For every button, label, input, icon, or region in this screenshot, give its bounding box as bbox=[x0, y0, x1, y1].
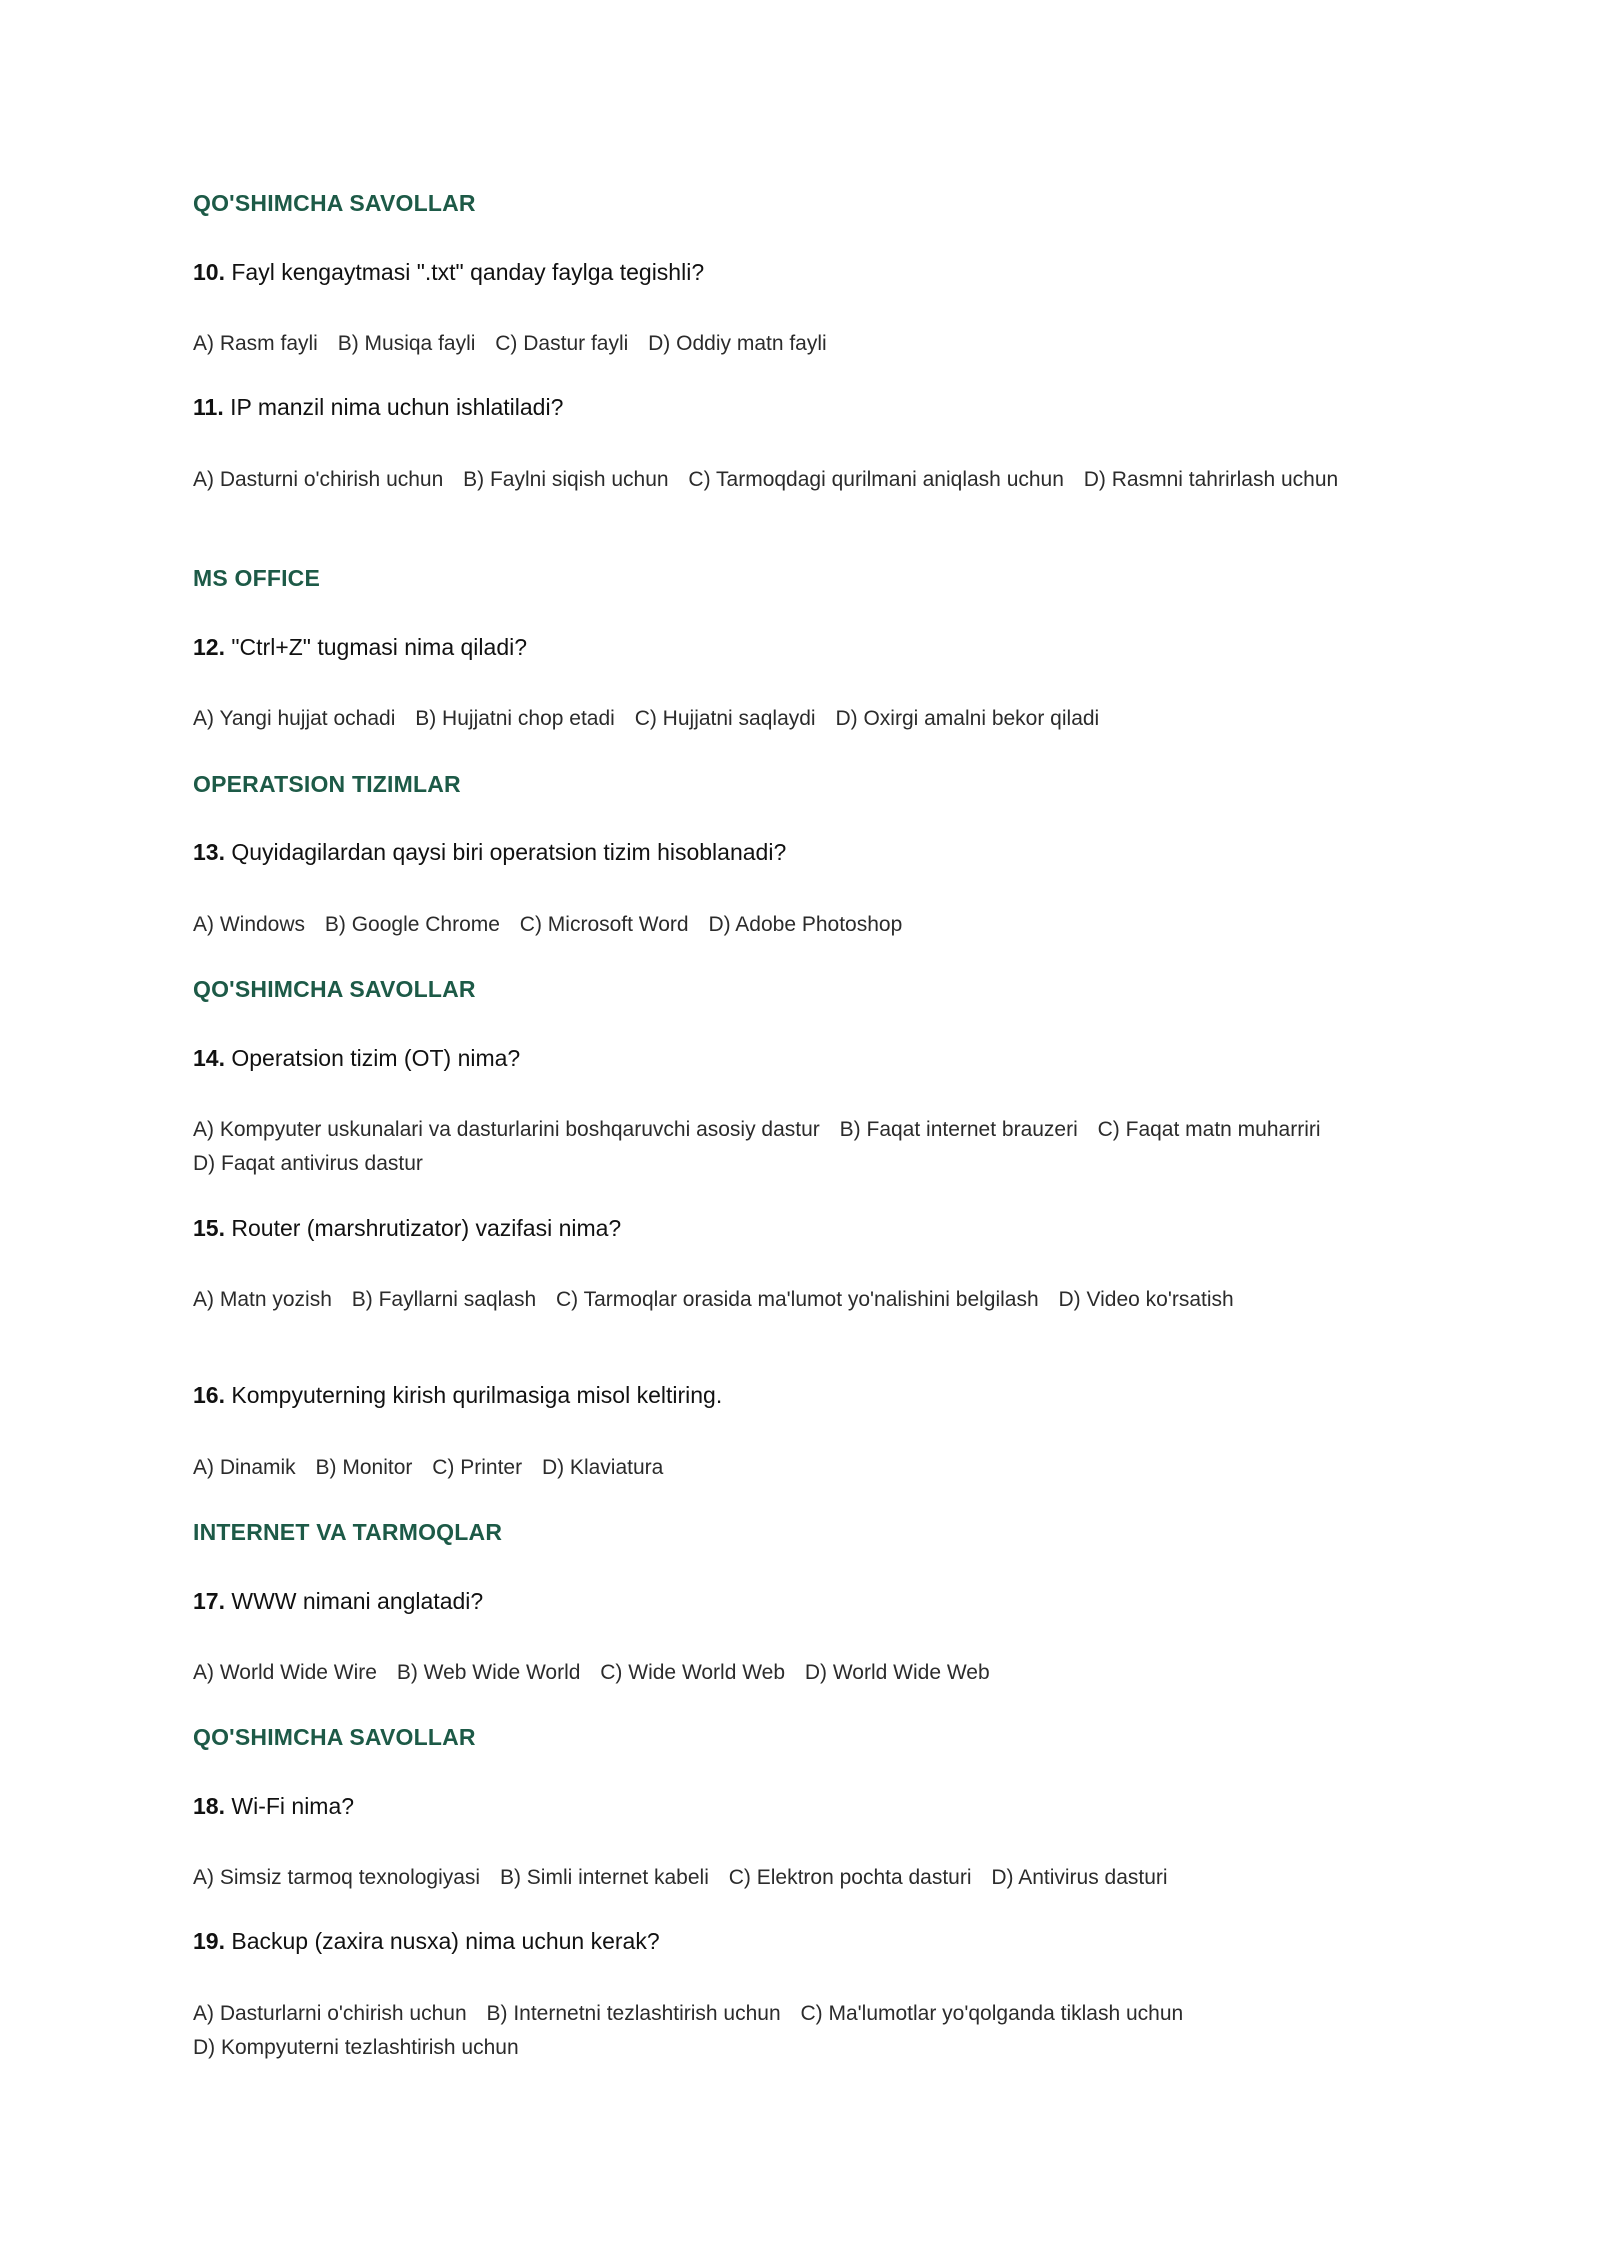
option-a: A) Dinamik bbox=[193, 1456, 296, 1479]
option-b: B) Hujjatni chop etadi bbox=[415, 707, 615, 730]
option-c: C) Elektron pochta dasturi bbox=[728, 1866, 972, 1889]
option-b: B) Fayllarni saqlash bbox=[351, 1288, 537, 1311]
answer-options bbox=[193, 1451, 1433, 1485]
question-number: 11. bbox=[193, 394, 224, 420]
option-a: A) World Wide Wire bbox=[193, 1661, 377, 1684]
option-c: C) Ma'lumotlar yo'qolganda tiklash uchun bbox=[800, 2002, 1184, 2025]
option-d: D) World Wide Web bbox=[804, 1661, 990, 1684]
question-14 bbox=[193, 1045, 520, 1072]
question-19 bbox=[193, 1928, 660, 1955]
question-16 bbox=[193, 1382, 722, 1409]
answer-options bbox=[193, 1997, 1433, 2065]
option-b: B) Faqat internet brauzeri bbox=[839, 1118, 1078, 1141]
answer-options bbox=[193, 1283, 1433, 1317]
question-text: Router (marshrutizator) vazifasi nima? bbox=[231, 1215, 622, 1241]
section-heading: QO'SHIMCHA SAVOLLAR bbox=[193, 190, 476, 216]
answer-options bbox=[193, 1656, 1433, 1690]
option-d: D) Oxirgi amalni bekor qiladi bbox=[835, 707, 1100, 730]
option-c: C) Microsoft Word bbox=[519, 913, 689, 936]
option-d: D) Kompyuterni tezlashtirish uchun bbox=[193, 2036, 519, 2059]
option-d: D) Rasmni tahrirlash uchun bbox=[1083, 468, 1339, 491]
option-c: C) Tarmoqlar orasida ma'lumot yo'nalishini belgilash bbox=[555, 1288, 1039, 1311]
option-b: B) Internetni tezlashtirish uchun bbox=[486, 2002, 781, 2025]
section-heading: MS OFFICE bbox=[193, 565, 321, 591]
question-text: WWW nimani anglatadi? bbox=[231, 1588, 484, 1614]
section-heading: QO'SHIMCHA SAVOLLAR bbox=[193, 1724, 476, 1750]
question-text: Kompyuterning kirish qurilmasiga misol keltiring. bbox=[231, 1382, 723, 1408]
option-b: B) Web Wide World bbox=[396, 1661, 581, 1684]
option-b: B) Monitor bbox=[315, 1456, 413, 1479]
option-a: A) Dasturlarni o'chirish uchun bbox=[193, 2002, 467, 2025]
option-d: D) Faqat antivirus dastur bbox=[193, 1152, 423, 1175]
question-10 bbox=[193, 259, 704, 286]
option-b: B) Simli internet kabeli bbox=[499, 1866, 709, 1889]
option-a: A) Matn yozish bbox=[193, 1288, 332, 1311]
option-c: C) Hujjatni saqlaydi bbox=[634, 707, 816, 730]
question-18 bbox=[193, 1793, 354, 1820]
question-text: Backup (zaxira nusxa) nima uchun kerak? bbox=[231, 1928, 660, 1954]
option-a: A) Yangi hujjat ochadi bbox=[193, 707, 396, 730]
option-a: A) Dasturni o'chirish uchun bbox=[193, 468, 444, 491]
option-c: C) Dastur fayli bbox=[495, 332, 629, 355]
question-number: 18. bbox=[193, 1793, 225, 1819]
answer-options bbox=[193, 1861, 1433, 1895]
option-c: C) Wide World Web bbox=[600, 1661, 786, 1684]
answer-options bbox=[193, 1113, 1433, 1181]
question-15 bbox=[193, 1215, 621, 1242]
option-a: A) Kompyuter uskunalari va dasturlarini boshqaruvchi asosiy dastur bbox=[193, 1118, 820, 1141]
option-c: C) Faqat matn muharriri bbox=[1097, 1118, 1321, 1141]
option-d: D) Adobe Photoshop bbox=[708, 913, 903, 936]
section-heading: INTERNET VA TARMOQLAR bbox=[193, 1519, 503, 1545]
question-11 bbox=[193, 394, 563, 421]
answer-options bbox=[193, 908, 1433, 942]
question-text: Wi-Fi nima? bbox=[231, 1793, 355, 1819]
option-a: A) Rasm fayli bbox=[193, 332, 318, 355]
section-heading: OPERATSION TIZIMLAR bbox=[193, 771, 461, 797]
question-number: 15. bbox=[193, 1215, 225, 1241]
option-a: A) Simsiz tarmoq texnologiyasi bbox=[193, 1866, 481, 1889]
option-d: D) Antivirus dasturi bbox=[991, 1866, 1168, 1889]
option-d: D) Video ko'rsatish bbox=[1058, 1288, 1234, 1311]
question-17 bbox=[193, 1588, 483, 1615]
section-heading: QO'SHIMCHA SAVOLLAR bbox=[193, 976, 476, 1002]
question-number: 16. bbox=[193, 1382, 225, 1408]
question-number: 13. bbox=[193, 839, 225, 865]
question-number: 19. bbox=[193, 1928, 225, 1954]
question-number: 12. bbox=[193, 634, 225, 660]
answer-options bbox=[193, 327, 1433, 361]
question-text: Quyidagilardan qaysi biri operatsion tizim hisoblanadi? bbox=[231, 839, 787, 865]
option-d: D) Klaviatura bbox=[541, 1456, 664, 1479]
answer-options bbox=[193, 702, 1433, 736]
question-text: Operatsion tizim (OT) nima? bbox=[231, 1045, 521, 1071]
answer-options bbox=[193, 463, 1433, 497]
question-text: Fayl kengaytmasi ".txt" qanday faylga tegishli? bbox=[231, 259, 705, 285]
option-a: A) Windows bbox=[193, 913, 306, 936]
question-13 bbox=[193, 839, 786, 866]
question-text: IP manzil nima uchun ishlatiladi? bbox=[230, 394, 564, 420]
option-c: C) Tarmoqdagi qurilmani aniqlash uchun bbox=[688, 468, 1064, 491]
question-12 bbox=[193, 634, 527, 661]
option-b: B) Musiqa fayli bbox=[337, 332, 476, 355]
question-number: 14. bbox=[193, 1045, 225, 1071]
question-number: 17. bbox=[193, 1588, 225, 1614]
question-text: "Ctrl+Z" tugmasi nima qiladi? bbox=[231, 634, 528, 660]
option-c: C) Printer bbox=[432, 1456, 523, 1479]
question-number: 10. bbox=[193, 259, 225, 285]
option-d: D) Oddiy matn fayli bbox=[648, 332, 827, 355]
option-b: B) Google Chrome bbox=[324, 913, 500, 936]
option-b: B) Faylni siqish uchun bbox=[463, 468, 669, 491]
